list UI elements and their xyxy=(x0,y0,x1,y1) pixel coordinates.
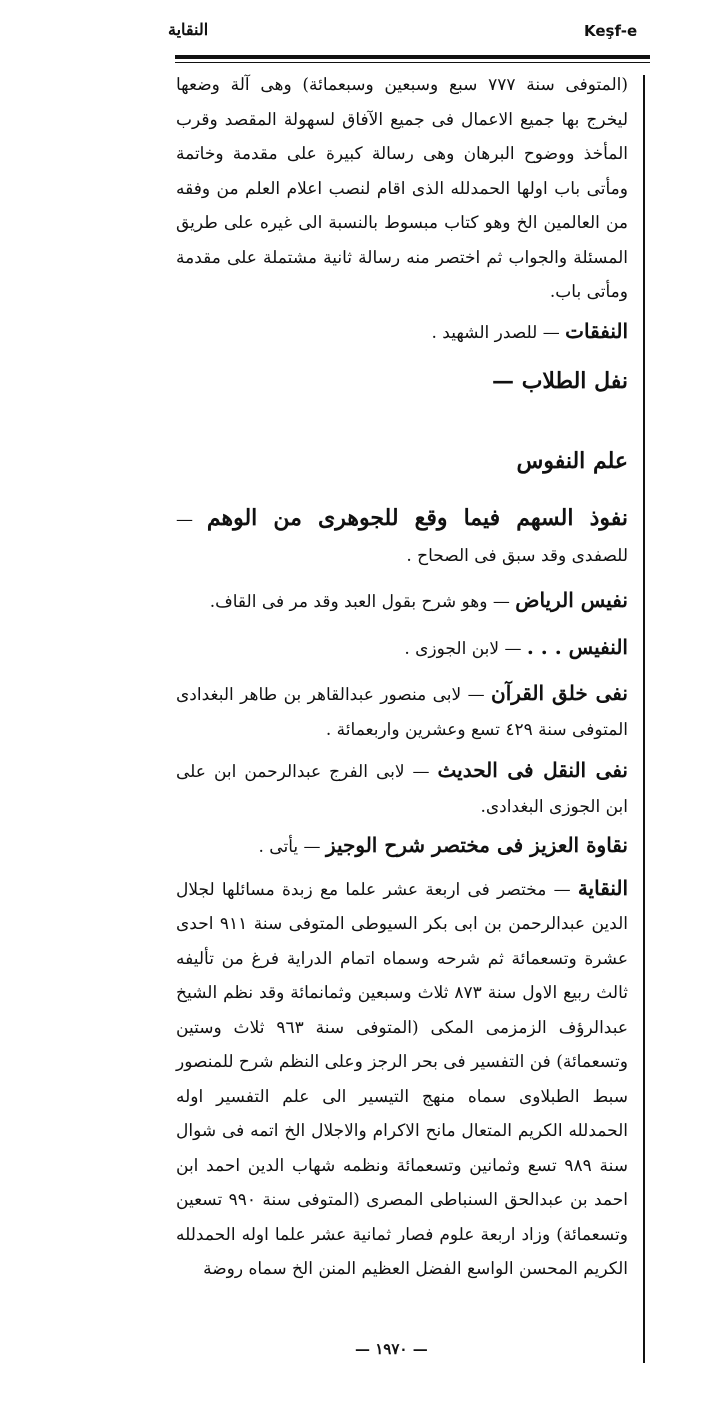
entry-text: — يأتى . xyxy=(258,837,326,857)
page-number: — ١٩٧٠ — xyxy=(355,1340,428,1358)
section-title: علم النفوس xyxy=(516,448,628,474)
entry-nafaqat xyxy=(176,314,628,351)
entry-nafis-al-riyad xyxy=(176,583,628,620)
entry-headword: النقاية xyxy=(577,875,628,900)
text-column xyxy=(176,68,628,1287)
entry-nufuz-al-sahm xyxy=(176,497,628,574)
entry-naqawat-al-aziz xyxy=(176,828,628,865)
entry-nafl-al-tullab xyxy=(176,360,628,402)
entry-headword: النفيس . . . xyxy=(526,634,628,659)
entry-nafy-khalq-al-quran xyxy=(176,676,628,747)
entry-headword: نفل الطلاب xyxy=(521,368,628,394)
entry-headword: نفى خلق القرآن xyxy=(491,681,628,705)
entry-headword: نفى النقل فى الحديث xyxy=(437,758,628,782)
header-rule-thin xyxy=(175,62,650,63)
entry-headword: نفيس الرياض xyxy=(515,588,628,612)
entry-al-niqaya xyxy=(176,871,628,1287)
column-rule xyxy=(643,75,645,1363)
running-header-left: Keşf-e xyxy=(584,22,638,40)
entry-text: — للصفدى وقد سبق فى الصحاح . xyxy=(176,509,628,566)
entry-text: — وهو شرح بقول العبد وقد مر فى القاف. xyxy=(209,592,516,612)
entry-text: — لابن الجوزى . xyxy=(404,638,527,659)
top-paragraph: (المتوفى سنة ٧٧٧ سبع وسبعين وسبعمائة) وهى آلة وضعها ليخرج بها جميع الاعمال فى جميع الآفاق لسهولة المقصد وقرب المأخذ ووضوح البرهان وهى رسالة كبيرة على مقدمة وخاتمة ومأتى باب اولها الحمدلله الذى اقام لنصب اعلام العلم من وفقه من العالمين الخ وهو كتاب مبسوط بالنسبة الى غيره على طريق المسئلة والجواب ثم اختصر منه رسالة ثانية مشتملة على مقدمة ومأتى باب. xyxy=(176,75,628,302)
entry-headword: النفقات xyxy=(565,318,628,343)
entry-text: — للصدر الشهيد . xyxy=(431,322,566,343)
entry-text: — لابى الفرج عبدالرحمن ابن على ابن الجوزى البغدادى. xyxy=(176,762,628,817)
entry-headword: نقاوة العزيز فى مختصر شرح الوجيز xyxy=(325,833,628,857)
running-header-right: النقاية xyxy=(168,20,209,39)
entry-text: — xyxy=(492,368,522,394)
entry-nafy-al-naql xyxy=(176,753,628,824)
entry-text: — مختصر فى اربعة عشر علما مع زبدة مسائلها لجلال الدين عبدالرحمن بن ابى بكر السيوطى المتوفى سنة ٩١١ احدى عشرة وتسعمائة ثم شرحه وسماه اتمام الدراية فرغ من تأليفه ثالث ربيع الاول سنة ٨٧٣ ثلاث وسبعين وثمانمائة وقد نظم الشيخ عبدالرؤف الزمزمى المكى (المتوفى سنة ٩٦٣ ثلاث وستين وتسعمائة) فن التفسير فى بحر الرجز وعلى النظم شرح للمنصور سبط الطبلاوى سماه منهج التيسير الى علم التفسير اوله الحمدلله الكريم المتعال مانح الاكرام والاجلال الخ اتمه فى شوال سنة ٩٨٩ تسع وثمانين وتسعمائة ونظمه شهاب الدين احمد ابن احمد بن عبدالحق السنباطى المصرى (المتوفى سنة ٩٩٠ تسعين وتسعمائة) وزاد اربعة علوم فصار ثمانية عشر علما اوله الحمدلله الكريم المحسن الواسع الفضل العظيم المنن الخ سماه روضة xyxy=(176,879,628,1279)
entry-al-nafis xyxy=(176,630,628,667)
header-rule-thick xyxy=(175,55,650,59)
entry-text: — لابى منصور عبدالقاهر بن طاهر البغدادى المتوفى سنة ٤٢٩ تسع وعشرين واربعمائة . xyxy=(176,685,628,740)
entry-headword: نفوذ السهم فيما وقع للجوهرى من الوهم xyxy=(206,504,628,531)
